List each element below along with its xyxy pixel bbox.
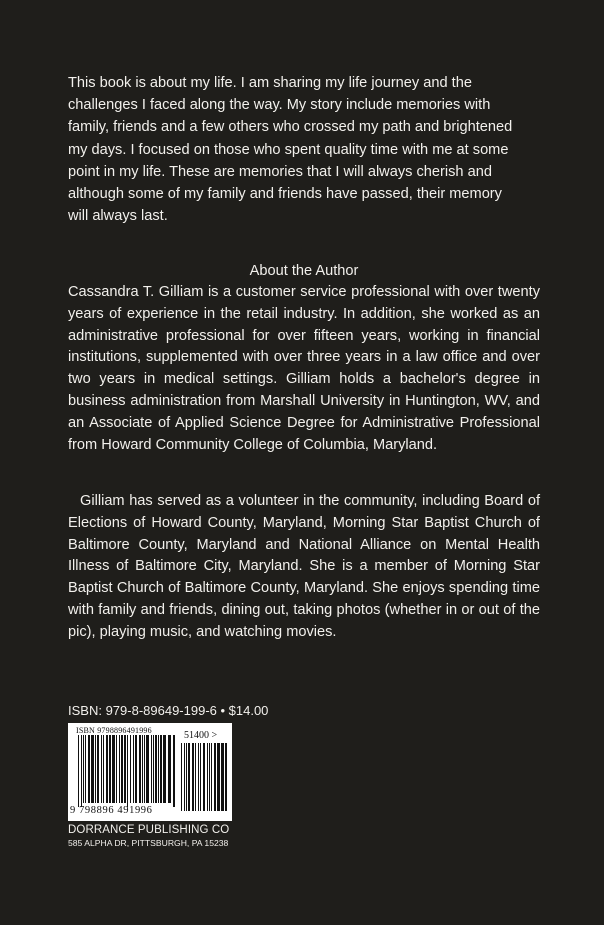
author-bio-paragraph-2: Gilliam has served as a volunteer in the community, including Board of Elections of Howard County, Maryland, Morning Star Baptist Church of Baltimore County, Maryland and National Alliance on Mental Health Illness of Baltimore City, Maryland. She is a member of Morning Star Baptist Church of Baltimore County, Maryland. She enjoys spending time with family and friends, dining out, taking photos (whether in or out of the pic), playing music, and watching movies. (68, 493, 540, 640)
author-bio-paragraph-1: Cassandra T. Gilliam is a customer service professional with over twenty years of experience in the retail industry. In addition, she worked as an administrative professional for over fifteen years, working in financial institutions, supplemented with over three years in a law office and over two years in medical settings. Gilliam holds a bachelor's degree in business administration from Marshall University in Huntington, WV, and an Associate of Applied Science Degree for Administrative Professional from Howard Community College of Columbia, Maryland. (68, 284, 540, 453)
about-author-heading: About the Author (249, 263, 359, 279)
isbn-price-line: ISBN: 979-8-89649-199-6 • $14.00 (68, 703, 269, 718)
price-addon-bars (181, 743, 227, 811)
barcode-box (68, 723, 232, 821)
barcode-digits: 9 798896 491996 (70, 805, 153, 816)
barcode-isbn-text: ISBN 9798896491996 (76, 726, 152, 735)
barcode-price-code: 51400 > (184, 730, 218, 741)
publisher-name: DORRANCE PUBLISHING CO (68, 824, 230, 836)
back-cover-blurb: This book is about my life. I am sharing my life journey and the challenges I faced along the way. My story include memories with family, friends and a few others who crossed my path and brightened my days. I focused on those who spent quality time with me at some point in my life. These are memories that I will always cherish and although some of my family and friends have passed, their memory will always last. (68, 75, 513, 225)
publisher-address: 585 ALPHA DR, PITTSBURGH, PA 15238 (68, 838, 229, 848)
main-barcode-bars (78, 735, 175, 807)
